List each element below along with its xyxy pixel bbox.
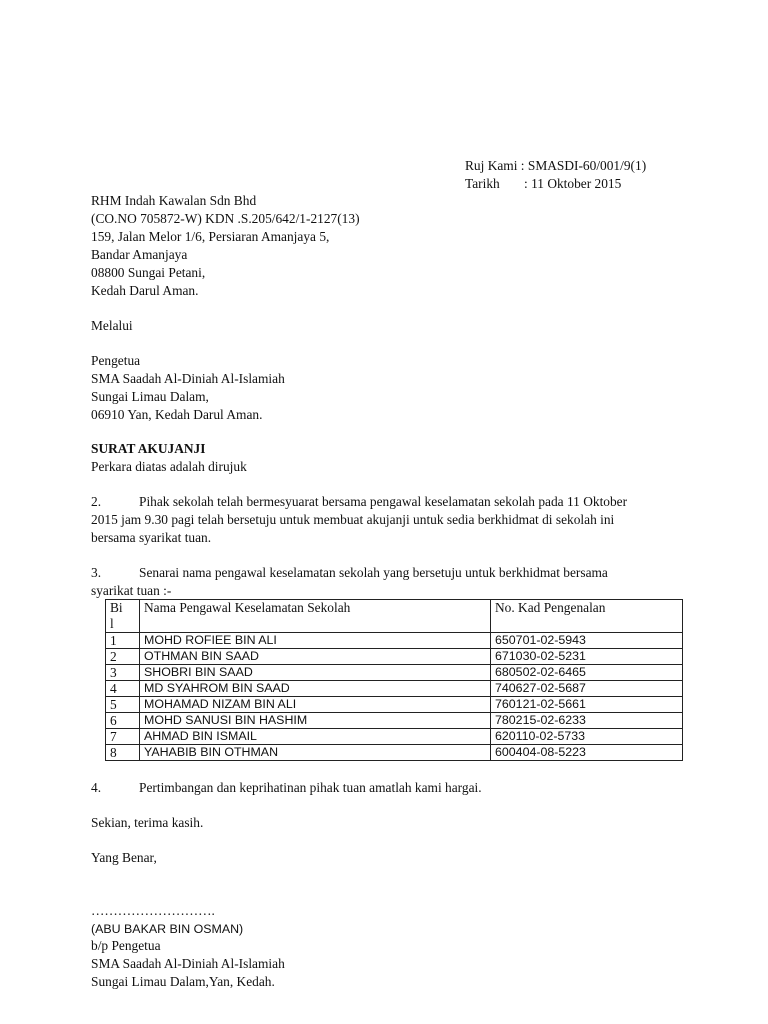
table-row (106, 633, 683, 649)
row-number: 7 (106, 729, 140, 745)
ic-number: 680502-02-6465 (491, 665, 683, 681)
table-row (106, 649, 683, 665)
via-address-line: 06910 Yan, Kedah Darul Aman. (91, 407, 263, 422)
row-number: 3 (106, 665, 140, 681)
signer-name: (ABU BAKAR BIN OSMAN) (91, 922, 244, 936)
recipient-address-line: Kedah Darul Aman. (91, 283, 199, 298)
paragraph-number: 2. (91, 494, 102, 509)
row-number: 4 (106, 681, 140, 697)
signer-address: Sungai Limau Dalam,Yan, Kedah. (91, 974, 275, 989)
paragraph-2-line: 2015 jam 9.30 pagi telah bersetuju untuk membuat akujanji untuk sedia berkhidmat di sekolah ini (91, 512, 615, 527)
letter-subject: SURAT AKUJANJI (91, 441, 206, 456)
via-label: Melalui (91, 318, 133, 333)
guard-name: MOHD ROFIEE BIN ALI (140, 633, 491, 649)
ic-number: 780215-02-6233 (491, 713, 683, 729)
table-row (106, 697, 683, 713)
paragraph-3-line: syarikat tuan :- (91, 583, 172, 598)
ic-number: 600404-08-5223 (491, 745, 683, 761)
row-number: 1 (106, 633, 140, 649)
table-row (106, 713, 683, 729)
ic-number: 671030-02-5231 (491, 649, 683, 665)
guard-name: MOHAMAD NIZAM BIN ALI (140, 697, 491, 713)
recipient-address-line: Bandar Amanjaya (91, 247, 188, 262)
table-row (106, 729, 683, 745)
row-number: 8 (106, 745, 140, 761)
header-ic: No. Kad Pengenalan (491, 600, 683, 633)
header-number: Bi l (106, 600, 140, 633)
recipient-address-line: 159, Jalan Melor 1/6, Persiaran Amanjaya 5, (91, 229, 330, 244)
row-number: 2 (106, 649, 140, 665)
table-header-row (106, 600, 683, 633)
via-title: Pengetua (91, 353, 141, 368)
row-number: 5 (106, 697, 140, 713)
guard-name: SHOBRI BIN SAAD (140, 665, 491, 681)
recipient-company: RHM Indah Kawalan Sdn Bhd (91, 193, 257, 208)
table-row (106, 665, 683, 681)
ic-number: 620110-02-5733 (491, 729, 683, 745)
closing-thanks: Sekian, terima kasih. (91, 815, 204, 830)
guard-name: MOHD SANUSI BIN HASHIM (140, 713, 491, 729)
via-address-line: Sungai Limau Dalam, (91, 389, 209, 404)
guard-name: YAHABIB BIN OTHMAN (140, 745, 491, 761)
recipient-address-line: 08800 Sungai Petani, (91, 265, 206, 280)
signer-school: SMA Saadah Al-Diniah Al-Islamiah (91, 956, 285, 971)
recipient-registration: (CO.NO 705872-W) KDN .S.205/642/1-2127(13) (91, 211, 360, 226)
header-name: Nama Pengawal Keselamatan Sekolah (140, 600, 491, 633)
ic-number: 740627-02-5687 (491, 681, 683, 697)
paragraph-2-line: bersama syarikat tuan. (91, 530, 212, 545)
paragraph-3-line: Senarai nama pengawal keselamatan sekolah yang bersetuju untuk berkhidmat bersama (139, 565, 608, 580)
ic-number: 650701-02-5943 (491, 633, 683, 649)
letter-date: Tarikh : 11 Oktober 2015 (465, 176, 622, 191)
guard-name: AHMAD BIN ISMAIL (140, 729, 491, 745)
paragraph-2-line: Pihak sekolah telah bermesyuarat bersama pengawal keselamatan sekolah pada 11 Oktober (139, 494, 628, 509)
ic-number: 760121-02-5661 (491, 697, 683, 713)
paragraph-4-line: Pertimbangan dan keprihatinan pihak tuan amatlah kami hargai. (139, 780, 482, 795)
opening-line: Perkara diatas adalah dirujuk (91, 459, 247, 474)
paragraph-number: 3. (91, 565, 102, 580)
guard-name: OTHMAN BIN SAAD (140, 649, 491, 665)
reference-number: Ruj Kami : SMASDI-60/001/9(1) (465, 158, 647, 173)
closing-yours: Yang Benar, (91, 850, 157, 865)
paragraph-number: 4. (91, 780, 102, 795)
via-school: SMA Saadah Al-Diniah Al-Islamiah (91, 371, 285, 386)
table-row (106, 745, 683, 761)
guards-table (105, 599, 683, 761)
row-number: 6 (106, 713, 140, 729)
signature-line: ………………………. (91, 903, 215, 918)
table-row (106, 681, 683, 697)
guard-name: MD SYAHROM BIN SAAD (140, 681, 491, 697)
signer-title: b/p Pengetua (91, 938, 161, 953)
